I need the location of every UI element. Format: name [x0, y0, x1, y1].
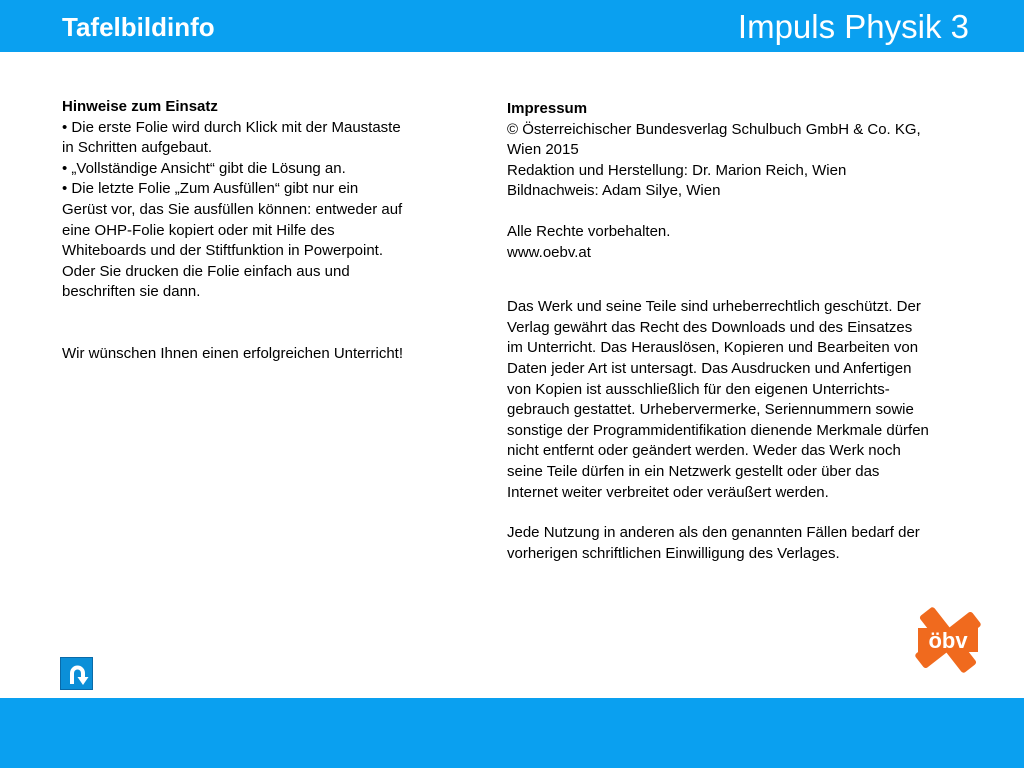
copyright-line: Das Werk und seine Teile sind urheberrechtlich geschützt. Der: [507, 298, 921, 316]
usage-line: Oder Sie drucken die Folie einfach aus und: [62, 262, 350, 280]
usage-line: in Schritten aufgebaut.: [62, 139, 213, 157]
oebv-logo: [912, 602, 984, 678]
copyright-line: von Kopien ist ausschließlich für den eigenen Unterrichts-: [507, 380, 890, 398]
usage-line: eine OHP-Folie kopiert oder mit Hilfe des: [62, 221, 335, 239]
imprint-line: © Österreichischer Bundesverlag Schulbuch GmbH & Co. KG,: [507, 120, 921, 138]
imprint-line: Redaktion und Herstellung: Dr. Marion Reich, Wien: [507, 161, 847, 179]
rights-reserved: Alle Rechte vorbehalten.: [507, 222, 671, 240]
copyright-line: Verlag gewährt das Recht des Downloads und des Einsatzes: [507, 318, 913, 336]
usage-line: Whiteboards und der Stiftfunktion in Powerpoint.: [62, 242, 384, 260]
back-button[interactable]: [60, 657, 93, 690]
usage-line: beschriften sie dann.: [62, 283, 201, 301]
copyright-line: sonstige der Programmidentifikation dienende Merkmale dürfen: [507, 421, 929, 439]
publisher-website: www.oebv.at: [507, 243, 591, 261]
usage-line: • Die letzte Folie „Zum Ausfüllen“ gibt nur ein: [62, 180, 359, 198]
copyright-line: gebrauch gestattet. Urhebervermerke, Seriennummern sowie: [507, 401, 914, 419]
logo-text: öbv: [928, 628, 968, 653]
usage-consent-line: vorherigen schriftlichen Einwilligung des Verlages.: [507, 544, 840, 562]
usage-heading: Hinweise zum Einsatz: [62, 98, 218, 115]
footer-bar: [0, 698, 1024, 768]
usage-consent-line: Jede Nutzung in anderen als den genannten Fällen bedarf der: [507, 524, 920, 542]
copyright-line: Daten jeder Art ist untersagt. Das Ausdrucken und Anfertigen: [507, 359, 912, 377]
usage-notes: [62, 97, 462, 365]
copyright-line: Internet weiter verbreitet oder veräußert werden.: [507, 483, 829, 501]
usage-line: • „Vollständige Ansicht“ gibt die Lösung an.: [62, 159, 346, 177]
slide-title: Tafelbildinfo: [62, 12, 215, 42]
header-bar: [0, 0, 1024, 52]
usage-line: • Die erste Folie wird durch Klick mit der Maustaste: [62, 118, 401, 136]
imprint-line: Wien 2015: [507, 141, 579, 159]
usage-line: Gerüst vor, das Sie ausfüllen können: entweder auf: [62, 200, 403, 218]
imprint-line: Bildnachweis: Adam Silye, Wien: [507, 182, 721, 200]
imprint: [507, 99, 997, 564]
copyright-line: nicht entfernt oder geändert werden. Weder das Werk noch: [507, 442, 901, 460]
copyright-line: seine Teile dürfen in ein Netzwerk gestellt oder über das: [507, 462, 880, 480]
u-turn-back-icon: [61, 658, 94, 691]
imprint-heading: Impressum: [507, 100, 588, 117]
copyright-line: im Unterricht. Das Herauslösen, Kopieren und Bearbeiten von: [507, 339, 919, 357]
closing-wish: Wir wünschen Ihnen einen erfolgreichen Unterricht!: [62, 344, 404, 362]
book-title: Impuls Physik 3: [737, 8, 969, 45]
